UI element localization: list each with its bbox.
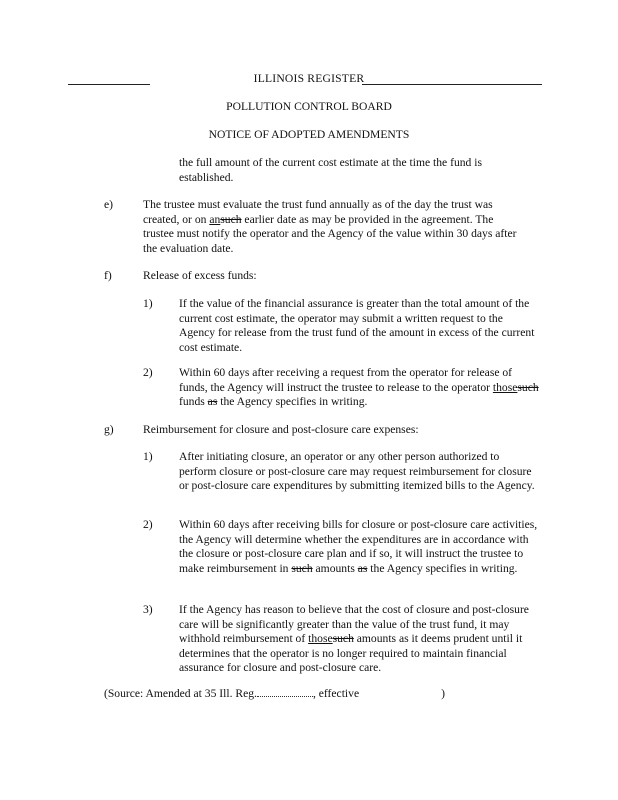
insertion: an xyxy=(209,212,221,226)
section-e-paragraph: The trustee must evaluate the trust fund annually as of the day the trust was created, or on ansuch earlier date as may be provided in the agreement. The trustee must notify the operator and the Agency of the value within 30 days after the evaluation date. xyxy=(143,198,517,255)
section-g-item2-text: Within 60 days after receiving bills for closure or post-closure care activities, the Agency will determine whether the expenditures are in accordance with the closure or post-closure care plan and if so, it will instruct the trustee to make reimbursement in such amounts as the Agency specifies in writing. xyxy=(179,518,538,575)
reg-page-blank xyxy=(257,686,313,697)
section-f-title: Release of excess funds: xyxy=(143,269,257,282)
insertion: those xyxy=(308,632,333,645)
section-g-item3-text: If the Agency has reason to believe that the cost of closure and post-closure care will be significantly greater than the value of the trust fund, it may withhold reimbursement of thosesuch amounts as it deems prudent until it determines that the operator is no longer required to maintain financial assurance for closure and post-closure care. xyxy=(179,603,529,674)
section-g-item3-number: 3) xyxy=(143,603,153,616)
section-f-item1-number: 1) xyxy=(143,297,153,310)
section-g-title: Reimbursement for closure and post-closure care expenses: xyxy=(143,423,419,436)
source-note: (Source: Amended at 35 Ill. Reg. , effective ) xyxy=(104,687,445,700)
section-f-label: f) xyxy=(104,269,112,282)
section-f-item2-number: 2) xyxy=(143,366,153,379)
deletion: as xyxy=(357,561,368,575)
section-g-item1-number: 1) xyxy=(143,450,153,463)
section-e-label: e) xyxy=(104,198,114,211)
deletion: such xyxy=(291,561,313,575)
board-title: POLLUTION CONTROL BOARD xyxy=(226,100,392,113)
deletion: as xyxy=(207,395,218,408)
deletion: such xyxy=(517,380,539,394)
section-g-item2-number: 2) xyxy=(143,518,153,531)
section-f-item1-text: If the value of the financial assurance is greater than the total amount of the current cost estimate, the operator may submit a written request to the Agency for release from the trust fund of the amount in excess of the current cost estimate. xyxy=(179,297,535,354)
register-title: ILLINOIS REGISTER xyxy=(253,72,365,85)
section-f-item2-text: Within 60 days after receiving a request from the operator for release of funds, the Agency will instruct the trustee to release to the operator thosesuch funds as the Agency specifies in writing. xyxy=(179,366,539,408)
deletion: such xyxy=(220,212,242,226)
insertion: those xyxy=(492,380,518,394)
notice-title: NOTICE OF ADOPTED AMENDMENTS xyxy=(208,128,410,141)
continuation-paragraph: the full amount of the current cost estimate at the time the fund is established. xyxy=(179,156,482,184)
section-g-label: g) xyxy=(104,423,114,436)
deletion: such xyxy=(332,632,354,645)
section-g-item1-text: After initiating closure, an operator or any other person authorized to perform closure or post-closure care may request reimbursement for closure or post-closure care expenditures by submitting itemized bills to the Agency. xyxy=(179,450,535,492)
